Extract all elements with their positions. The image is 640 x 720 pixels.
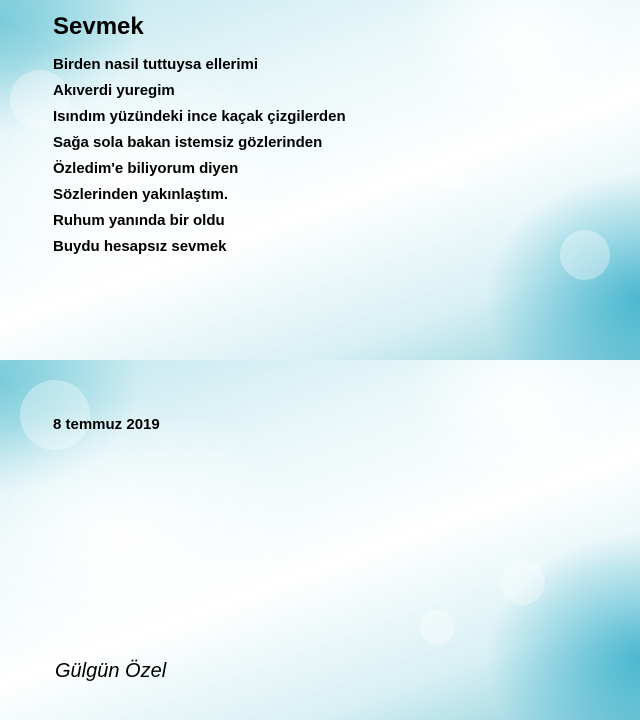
poem-background-bottom — [0, 360, 640, 720]
bokeh-light — [20, 380, 90, 450]
poem-line: Sağa sola bakan istemsiz gözlerinden — [53, 134, 323, 151]
bokeh-light — [560, 230, 610, 280]
bokeh-light — [430, 150, 470, 190]
poem-line: Akıverdi yuregim — [53, 82, 175, 99]
poem-date: 8 temmuz 2019 — [53, 416, 160, 433]
poem-author: Gülgün Özel — [55, 660, 167, 682]
poem-title: Sevmek — [53, 13, 144, 40]
bokeh-light — [500, 560, 545, 605]
poem-line: Sözlerinden yakınlaştım. — [53, 186, 229, 203]
poem-line: Isındım yüzündeki ince kaçak çizgilerden — [53, 108, 346, 125]
poem-line: Ruhum yanında bir oldu — [53, 212, 225, 229]
bokeh-light — [420, 610, 455, 645]
poem-line: Buydu hesapsız sevmek — [53, 238, 227, 255]
poem-line: Birden nasil tuttuysa ellerimi — [53, 56, 259, 73]
poem-lines — [53, 54, 346, 262]
poem-line: Özledim'e biliyorum diyen — [53, 160, 239, 177]
